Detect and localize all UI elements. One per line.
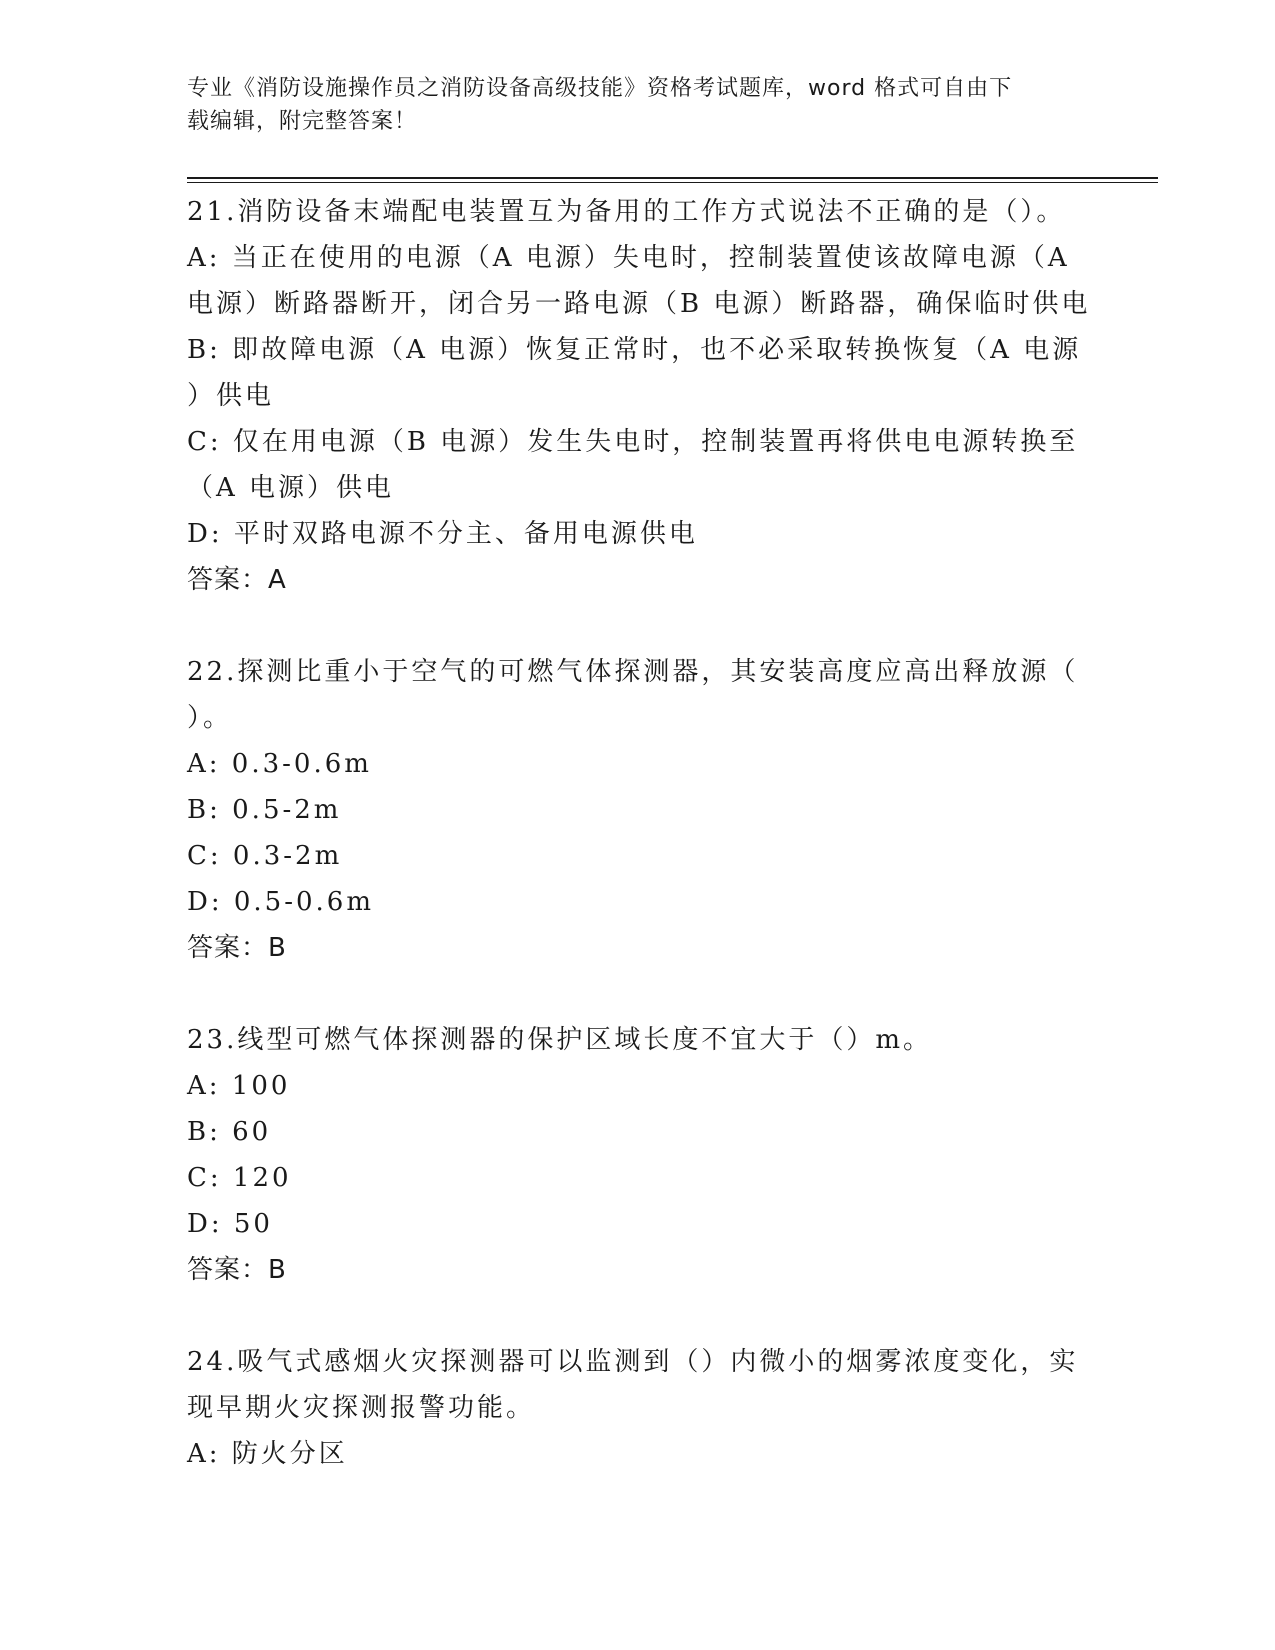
question-stem: 24.吸气式感烟火灾探测器可以监测到（）内微小的烟雾浓度变化，实 [187,1347,1079,1377]
option-a: A: 0.3-0.6m [187,749,372,779]
option-b: B: 0.5-2m [187,795,342,825]
option-b-continued: ）供电 [187,381,275,411]
option-d: D: 0.5-0.6m [187,887,375,917]
option-c: C: 120 [187,1163,292,1193]
header-line-2: 载编辑，附完整答案！ [187,109,418,134]
answer-label: 答案：B [187,1255,287,1285]
question-stem-continued: 现早期火灾探测报警功能。 [187,1393,536,1423]
option-c: C: 0.3-2m [187,841,343,871]
question-stem: 23.线型可燃气体探测器的保护区域长度不宜大于（）m。 [187,1025,933,1055]
option-d: D: 平时双路电源不分主、备用电源供电 [187,519,698,549]
option-a: A: 当正在使用的电源（A 电源）失电时，控制装置使该故障电源（A [187,243,1070,273]
question-24 [187,1339,1087,1477]
option-b: B: 60 [187,1117,272,1147]
option-d: D: 50 [187,1209,273,1239]
option-b: B: 即故障电源（A 电源）恢复正常时，也不必采取转换恢复（A 电源 [187,335,1082,365]
question-stem: 22.探测比重小于空气的可燃气体探测器，其安装高度应高出释放源（ [187,657,1079,687]
option-c-continued: （A 电源）供电 [187,473,395,503]
option-a: A: 100 [187,1071,291,1101]
question-stem-continued: ）。 [187,703,233,733]
question-list [187,189,1091,1523]
option-a-continued: 电源）断路器断开，闭合另一路电源（B 电源）断路器，确保临时供电 [187,289,1091,319]
answer-label: 答案：B [187,933,287,963]
question-23 [187,1017,1087,1293]
header-divider-thin [187,182,1158,183]
question-21 [187,189,1091,603]
header-divider-thick [187,177,1158,179]
question-22 [187,649,1087,971]
answer-label: 答案：A [187,565,287,595]
document-header [187,72,1067,138]
question-stem: 21.消防设备末端配电装置互为备用的工作方式说法不正确的是（）。 [187,197,1066,227]
header-line-1: 专业《消防设施操作员之消防设备高级技能》资格考试题库，word 格式可自由下 [187,76,1013,101]
option-a: A: 防火分区 [187,1439,348,1469]
option-c: C: 仅在用电源（B 电源）发生失电时，控制装置再将供电电源转换至 [187,427,1079,457]
